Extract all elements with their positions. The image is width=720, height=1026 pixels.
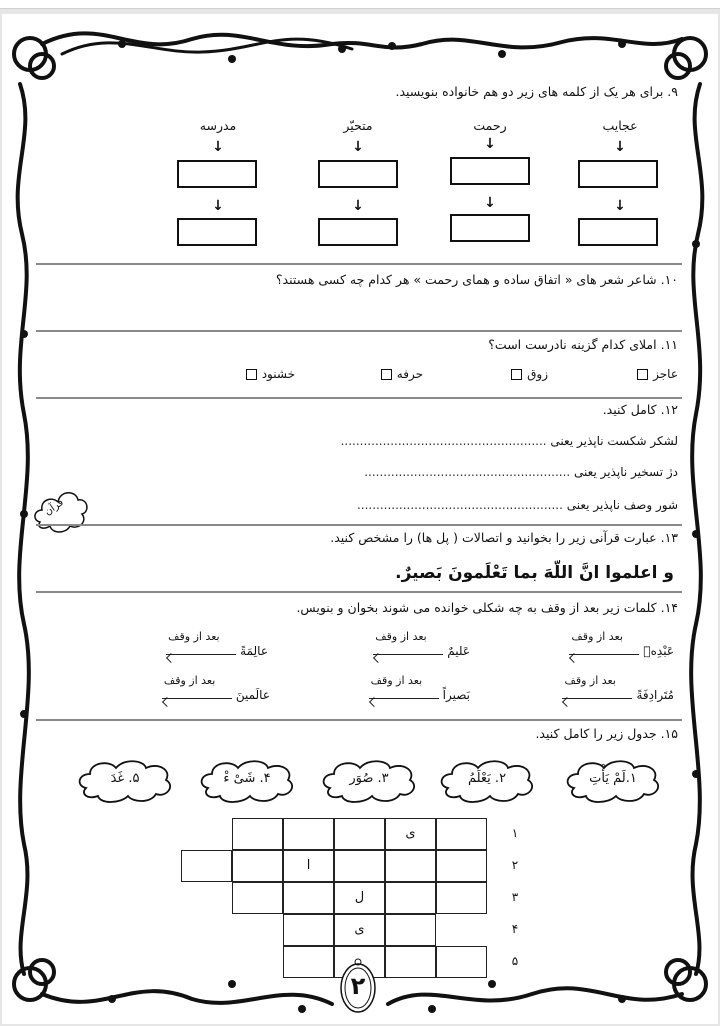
grid-row-number: ۵ — [511, 954, 519, 968]
question-11-prompt: ۱۱. املای کدام گزینه نادرست است؟ — [488, 337, 678, 352]
after-waqf-label: بعد از وقف — [370, 674, 423, 687]
arrow-left-icon — [373, 630, 443, 658]
fill-blank[interactable]: ...................................................... — [364, 465, 571, 479]
grid-cell-r1c5[interactable] — [232, 818, 283, 850]
q9-word-4: مدرسه — [199, 118, 237, 133]
arrow-down-icon: ↓ — [352, 198, 364, 214]
worksheet-page — [2, 14, 718, 1024]
q12-line-1[interactable] — [341, 434, 678, 448]
fill-label: شور وصف ناپذیر یعنی — [566, 498, 678, 512]
q9-answer-box[interactable] — [177, 160, 257, 188]
grid-cell-r5c2[interactable] — [385, 946, 436, 978]
q14-item-4[interactable] — [562, 674, 674, 702]
grid-cell-r2c6[interactable] — [181, 850, 232, 882]
q11-option-1[interactable] — [637, 367, 678, 381]
q14-item-2[interactable] — [373, 630, 470, 658]
q12-line-3[interactable] — [357, 498, 678, 512]
q14-item-3[interactable] — [166, 630, 268, 658]
checkbox[interactable] — [511, 369, 522, 380]
question-9-prompt: ۹. برای هر یک از کلمه های زیر دو هم خانواده بنویسید. — [395, 84, 678, 99]
grid-cell-r5c1[interactable] — [436, 946, 487, 978]
waqf-word: عَبْدِهٖ — [643, 644, 674, 658]
arrow-left-icon — [569, 630, 639, 658]
grid-cell-r3c4[interactable] — [283, 882, 334, 914]
grid-cell-r3c1[interactable] — [436, 882, 487, 914]
checkbox[interactable] — [246, 369, 257, 380]
previous-page-edge — [0, 0, 720, 9]
grid-cell-r4c1[interactable] — [385, 914, 436, 946]
grid-cell-r1c4[interactable] — [283, 818, 334, 850]
arrow-down-icon: ↓ — [484, 195, 496, 211]
after-waqf-label: بعد از وقف — [375, 630, 427, 643]
quran-verse: و اعلموا انَّ اللّهَ بما تَعْلَمونَ بَصیرٌ. — [395, 563, 674, 583]
waqf-word: بَصیراً — [442, 688, 470, 702]
fill-label: دژ تسخیر ناپذیر یعنی — [574, 465, 678, 479]
section-divider — [36, 263, 682, 265]
arrow-down-icon: ↓ — [352, 139, 364, 155]
arrow-down-icon: ↓ — [484, 136, 496, 152]
option-label: عاجز — [653, 367, 678, 381]
q12-line-2[interactable] — [364, 465, 678, 479]
clue-text: ۳. صُوَر — [349, 771, 389, 786]
clue-cloud-2 — [438, 758, 536, 804]
after-waqf-label: بعد از وقف — [163, 674, 216, 687]
q9-answer-box[interactable] — [578, 160, 658, 188]
waqf-word: عالِمَةً — [240, 644, 268, 658]
grid-cell-r2c5[interactable] — [232, 850, 283, 882]
q9-answer-box[interactable] — [318, 218, 398, 246]
clue-cloud-5 — [76, 758, 174, 804]
quran-section-badge — [32, 484, 90, 534]
grid-row-number: ۳ — [511, 890, 519, 904]
page-number: ۲ — [350, 972, 366, 1000]
arrow-down-icon: ↓ — [614, 139, 626, 155]
waqf-word: مُتَرادِفَةً — [636, 688, 674, 702]
after-waqf-label: بعد از وقف — [168, 630, 220, 643]
section-divider — [36, 591, 682, 593]
question-15-prompt: ۱۵. جدول زیر را کامل کنید. — [535, 726, 678, 741]
q14-item-5[interactable] — [369, 674, 470, 702]
option-label: زوق — [527, 367, 548, 381]
q11-option-4[interactable] — [246, 367, 295, 381]
arrow-down-icon: ↓ — [614, 198, 626, 214]
q9-answer-box[interactable] — [578, 218, 658, 246]
section-divider — [36, 719, 682, 721]
after-waqf-label: بعد از وقف — [564, 674, 616, 687]
grid-cell-r4c3[interactable] — [283, 914, 334, 946]
clue-text: ۱.لَمْ یَأْتِ — [589, 771, 637, 786]
grid-cell-r1c1[interactable] — [436, 818, 487, 850]
clue-text: ۴. شَیْ ءْ — [223, 771, 271, 786]
checkbox[interactable] — [381, 369, 392, 380]
section-divider — [36, 524, 682, 526]
q11-option-2[interactable] — [511, 367, 548, 381]
grid-cell-r2c3[interactable] — [334, 850, 385, 882]
grid-row-number: ۴ — [511, 922, 519, 936]
grid-cell-r3c5[interactable] — [232, 882, 283, 914]
grid-cell-r2c1[interactable] — [436, 850, 487, 882]
q9-word-2: رحمت — [473, 118, 507, 133]
clue-cloud-3 — [320, 758, 418, 804]
option-label: خشنود — [261, 367, 295, 381]
section-divider — [36, 397, 682, 399]
fill-blank[interactable]: ...................................................... — [356, 498, 563, 512]
q9-answer-box[interactable] — [318, 160, 398, 188]
q14-item-1[interactable] — [569, 630, 674, 658]
grid-row-number: ۲ — [511, 858, 519, 872]
arrow-left-icon — [562, 674, 632, 702]
fill-blank[interactable]: ...................................................... — [340, 434, 547, 448]
waqf-word: عالَمینَ — [235, 688, 270, 702]
clue-text: ۵. غَدَ — [110, 771, 140, 786]
clue-text: ۲. یَعْلَمُ — [467, 771, 507, 786]
q9-answer-box[interactable] — [177, 218, 257, 246]
grid-cell-r2c2[interactable] — [385, 850, 436, 882]
arrow-down-icon: ↓ — [212, 139, 224, 155]
quran-badge-label: قرآن — [42, 497, 66, 518]
q14-item-6[interactable] — [162, 674, 270, 702]
grid-cell-r2c4[interactable]: ا — [283, 850, 334, 882]
question-13-prompt: ۱۳. عبارت قرآنی زیر را بخوانید و اتصالات ( پل ها) را مشخص کنید. — [330, 530, 678, 545]
clue-cloud-4 — [198, 758, 296, 804]
q9-word-3: متحیّر — [343, 118, 373, 133]
clue-cloud-1 — [564, 758, 662, 804]
checkbox[interactable] — [637, 369, 648, 380]
grid-cell-r1c3[interactable] — [334, 818, 385, 850]
arrow-left-icon — [369, 674, 439, 702]
after-waqf-label: بعد از وقف — [571, 630, 623, 643]
fill-label: لشکر شکست ناپذیر یعنی — [550, 434, 678, 448]
q9-answer-box[interactable] — [450, 214, 530, 242]
grid-cell-r5c4[interactable] — [283, 946, 334, 978]
waqf-word: عَلیمٌ — [447, 644, 470, 658]
q9-word-1: عجایب — [602, 118, 638, 133]
page-number-ornament — [338, 956, 378, 1016]
section-divider — [36, 330, 682, 332]
q11-option-3[interactable] — [381, 367, 423, 381]
arrow-left-icon — [166, 630, 236, 658]
grid-cell-r3c3[interactable]: ل — [334, 882, 385, 914]
q9-answer-box[interactable] — [450, 157, 530, 185]
arrow-down-icon: ↓ — [212, 198, 224, 214]
grid-row-number: ۱ — [511, 826, 519, 840]
question-10-prompt: ۱۰. شاعر شعر های « اتفاق ساده و همای رحمت » هر کدام چه کسی هستند؟ — [275, 272, 678, 287]
question-12-prompt: ۱۲. کامل کنید. — [602, 402, 678, 417]
grid-cell-r3c2[interactable] — [385, 882, 436, 914]
option-label: حرفه — [396, 367, 423, 381]
grid-cell-r1c2[interactable]: ی — [385, 818, 436, 850]
question-14-prompt: ۱۴. کلمات زیر بعد از وقف به چه شکلی خوانده می شوند بخوان و بنویس. — [296, 600, 678, 615]
arrow-left-icon — [162, 674, 232, 702]
grid-cell-r4c2[interactable]: ی — [334, 914, 385, 946]
